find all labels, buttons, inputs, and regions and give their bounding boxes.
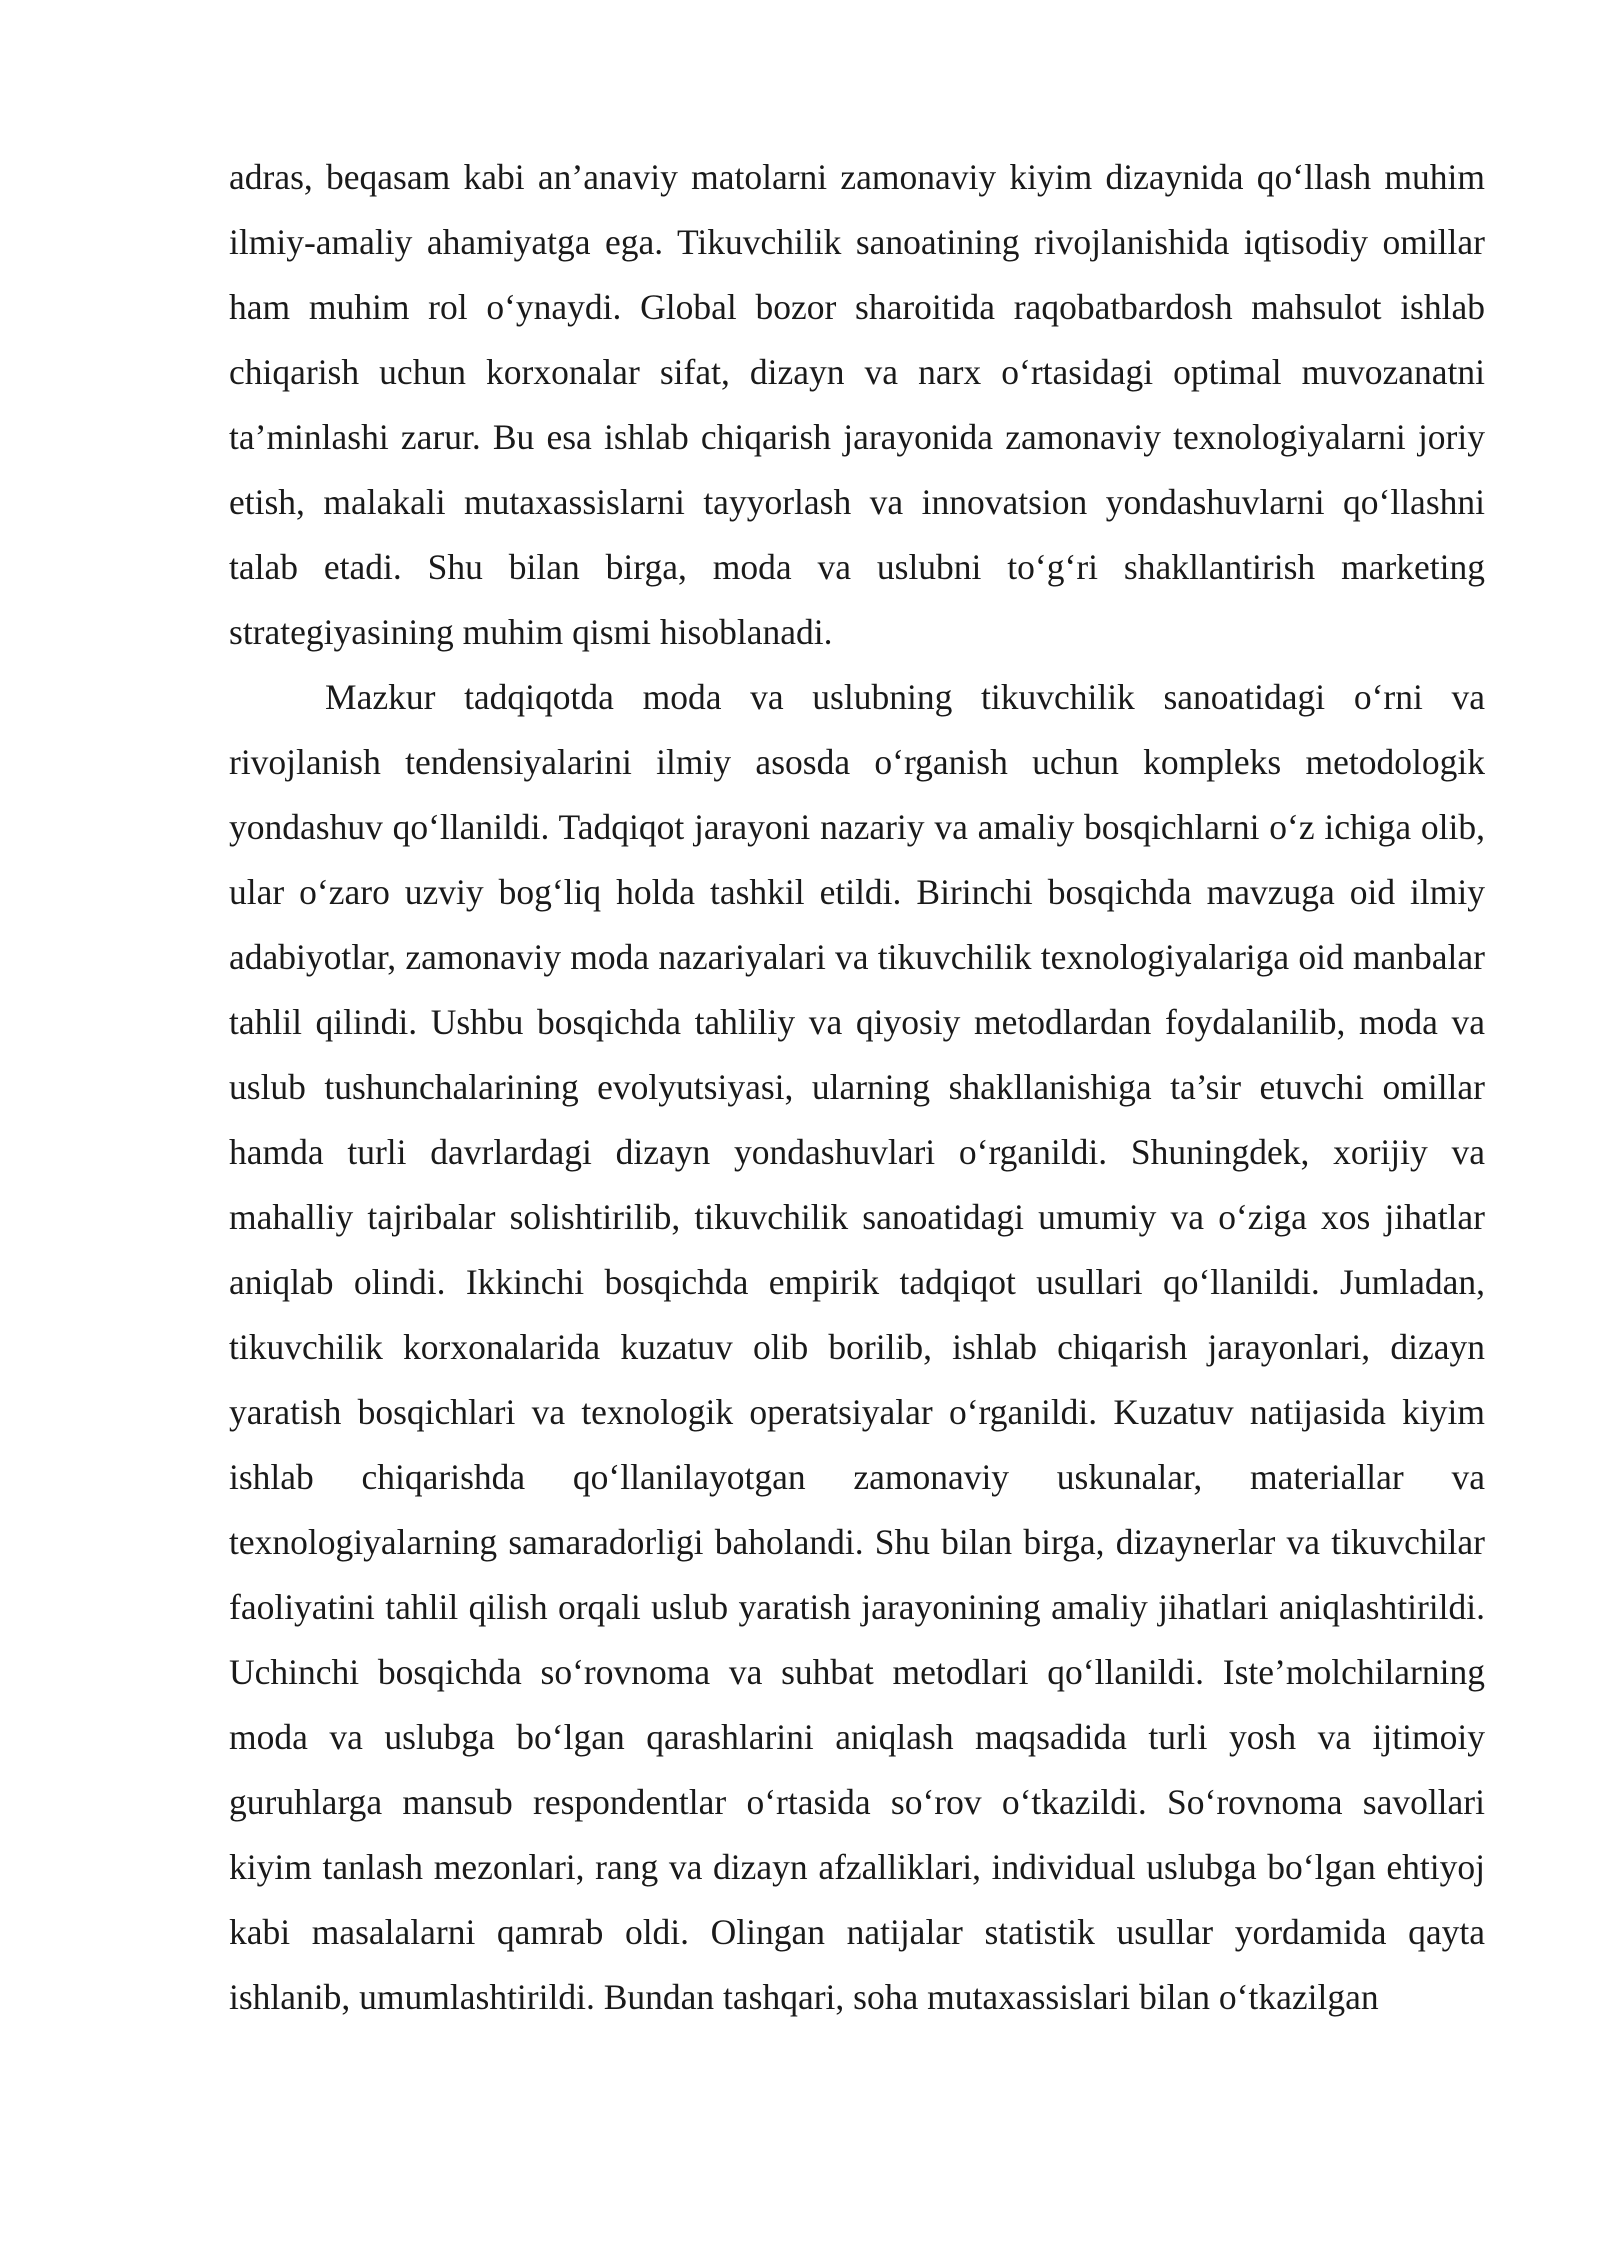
document-body <box>229 145 1485 2030</box>
paragraph-continuation: adras, beqasam kabi an’anaviy matolarni zamonaviy kiyim dizaynida qo‘llash muhim ilmiy-amaliy ahamiyatga ega. Tikuvchilik sanoatining rivojlanishida iqtisodiy omillar ham muhim rol o‘ynaydi. Global bozor sharoitida raqobatbardosh mahsulot ishlab chiqarish uchun korxonalar sifat, dizayn va narx o‘rtasidagi optimal muvozanatni ta’minlashi zarur. Bu esa ishlab chiqarish jarayonida zamonaviy texnologiyalarni joriy etish, malakali mutaxassislarni tayyorlash va innovatsion yondashuvlarni qo‘llashni talab etadi. Shu bilan birga, moda va uslubni to‘g‘ri shakllantirish marketing strategiyasining muhim qismi hisoblanadi. <box>229 157 1485 652</box>
paragraph-methodology: Mazkur tadqiqotda moda va uslubning tikuvchilik sanoatidagi o‘rni va rivojlanish tendensiyalarini ilmiy asosda o‘rganish uchun kompleks metodologik yondashuv qo‘llanildi. Tadqiqot jarayoni nazariy va amaliy bosqichlarni o‘z ichiga olib, ular o‘zaro uzviy bog‘liq holda tashkil etildi. Birinchi bosqichda mavzuga oid ilmiy adabiyotlar, zamonaviy moda nazariyalari va tikuvchilik texnologiyalariga oid manbalar tahlil qilindi. Ushbu bosqichda tahliliy va qiyosiy metodlardan foydalanilib, moda va uslub tushunchalarining evolyutsiyasi, ularning shakllanishiga ta’sir etuvchi omillar hamda turli davrlardagi dizayn yondashuvlari o‘rganildi. Shuningdek, xorijiy va mahalliy tajribalar solishtirilib, tikuvchilik sanoatidagi umumiy va o‘ziga xos jihatlar aniqlab olindi. Ikkinchi bosqichda empirik tadqiqot usullari qo‘llanildi. Jumladan, tikuvchilik korxonalarida kuzatuv olib borilib, ishlab chiqarish jarayonlari, dizayn yaratish bosqichlari va texnologik operatsiyalar o‘rganildi. Kuzatuv natijasida kiyim ishlab chiqarishda qo‘llanilayotgan zamonaviy uskunalar, materiallar va texnologiyalarning samaradorligi baholandi. Shu bilan birga, dizaynerlar va tikuvchilar faoliyatini tahlil qilish orqali uslub yaratish jarayonining amaliy jihatlari aniqlashtirildi. Uchinchi bosqichda so‘rovnoma va suhbat metodlari qo‘llanildi. Iste’molchilarning moda va uslubga bo‘lgan qarashlarini aniqlash maqsadida turli yosh va ijtimoiy guruhlarga mansub respondentlar o‘rtasida so‘rov o‘tkazildi. So‘rovnoma savollari kiyim tanlash mezonlari, rang va dizayn afzalliklari, individual uslubga bo‘lgan ehtiyoj kabi masalalarni qamrab oldi. Olingan natijalar statistik usullar yordamida qayta ishlanib, umumlashtirildi. Bundan tashqari, soha mutaxassislari bilan o‘tkazilgan <box>229 677 1485 2017</box>
